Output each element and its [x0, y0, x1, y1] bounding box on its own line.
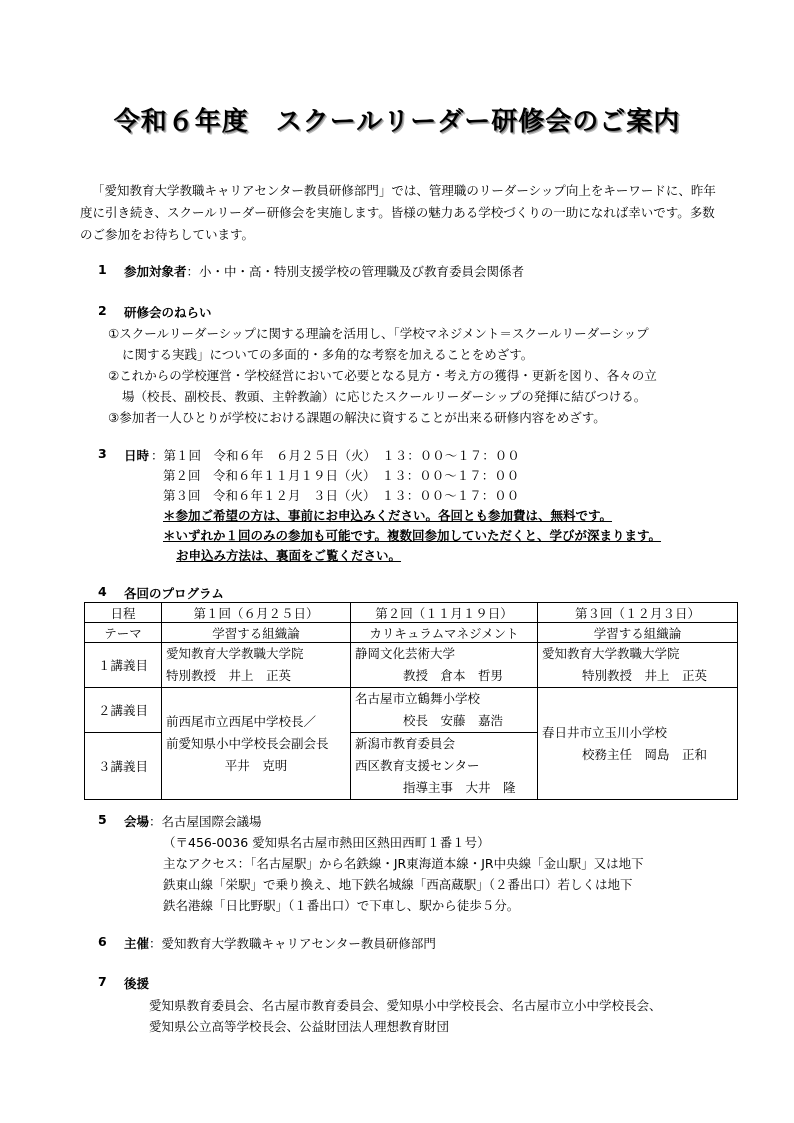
date-1: ：第１回 令和６年 ６月２５日（火） １３：００～１７：００ — [151, 448, 520, 463]
session-1-lecturer-b-name: 平井 克明 — [224, 757, 288, 773]
session-3-lecturer-b-name: 校務主任 岡島 正和 — [582, 746, 708, 762]
venue-access-3: 鉄名港線「日比野駅」（１番出口）で下車し、駅から徒歩５分。 — [163, 898, 520, 913]
section-1-text: ：小・中・高・特別支援学校の管理職及び教育委員会関係者 — [186, 264, 525, 279]
section-5-text: ：名古屋国際会議場 — [149, 814, 262, 829]
section-6-text: ：愛知教育大学教職キャリアセンター教員研修部門 — [149, 936, 436, 951]
program-table — [84, 602, 738, 800]
supporters-line-2: 愛知県公立高等学校長会、公益財団法人理想教育財団 — [149, 1019, 450, 1034]
session-1-lecturer-b-org: 前西尾市立西尾中学校長／ — [166, 713, 317, 729]
section-3-label: 日時 — [124, 448, 150, 463]
section-5-label: 会場 — [124, 814, 150, 829]
section-2-number: 2 — [98, 303, 107, 318]
session-2-lecturer-a-org: 静岡文化芸術大学 — [355, 646, 456, 661]
page-title: 令和６年度 スクールリーダー研修会のご案内 — [113, 107, 681, 137]
session-1-lecturer-a — [162, 643, 351, 688]
session-2-lecturer-a — [351, 643, 538, 688]
session-2-lecturer-b-org: 名古屋市立鶴舞小学校 — [355, 691, 481, 706]
supporters-line-1: 愛知県教育委員会、名古屋市教育委員会、愛知県小中学校長会、名古屋市立小中学校長会、 — [149, 998, 662, 1013]
theme-session-1: 学習する組織論 — [162, 623, 351, 643]
section-2-label: 研修会のねらい — [124, 305, 212, 320]
session-2-lecturer-a-name: 教授 倉本 哲男 — [403, 668, 504, 683]
session-2-lecturer-c-dept: 西区教育支援センター — [355, 758, 480, 773]
note-3: お申込み方法は、裏面をご覧ください。 — [176, 548, 402, 563]
session-2-lecturer-b — [351, 688, 538, 733]
session-3-lecturer-b — [538, 688, 738, 800]
section-6-label: 主催 — [124, 936, 150, 951]
session-3-lecturer-a — [538, 643, 738, 688]
aim-line-3: ②これからの学校運営・学校経営において必要となる見方・考え方の獲得・更新を図り、各々の立 — [108, 368, 657, 383]
header-session-3: 第３回（１２月３日） — [538, 603, 738, 623]
note-2: ＊いずれか１回のみの参加も可能です。複数回参加していただくと、学びが深まります。 — [163, 528, 662, 543]
section-5-number: 5 — [98, 812, 107, 827]
section-1-label: 参加対象者 — [124, 264, 187, 279]
header-schedule: 日程 — [85, 603, 162, 623]
section-4-label: 各回のプログラム — [124, 586, 224, 601]
session-2-lecturer-c — [351, 733, 538, 800]
session-2-lecturer-b-name: 校長 安藤 嘉浩 — [403, 713, 504, 728]
section-7-number: 7 — [98, 974, 107, 989]
aim-line-1: ①スクールリーダーシップに関する理論を活用し、「学校マネジメント＝スクールリーダーシップ — [108, 326, 649, 341]
section-7-label: 後援 — [124, 976, 150, 991]
aim-line-4: 場（校長、副校長、教頭、主幹教諭）に応じたスクールリーダーシップの発揮に結びつける。 — [122, 389, 647, 404]
section-5 — [124, 812, 262, 830]
aim-line-5: ③参加者一人ひとりが学校における課題の解決に資することが出来る研修内容をめざす。 — [108, 410, 606, 425]
lecture-3-label: ３講義目 — [85, 733, 162, 800]
session-2-lecturer-c-org: 新潟市教育委員会 — [355, 736, 456, 751]
session-1-lecturer-b — [162, 688, 351, 800]
venue-address: （〒456-0036 愛知県名古屋市熱田区熱田西町１番１号） — [163, 835, 490, 850]
session-2-lecturer-c-name: 指導主事 大井 隆 — [403, 780, 516, 795]
session-1-lecturer-a-name: 特別教授 井上 正英 — [166, 668, 292, 683]
section-4-number: 4 — [98, 584, 107, 599]
section-6-number: 6 — [98, 934, 107, 949]
session-1-lecturer-a-org: 愛知教育大学教職大学院 — [166, 646, 304, 661]
venue-access-2: 鉄東山線「栄駅」で乗り換え、地下鉄名城線「西高蔵駅」（２番出口）若しくは地下 — [163, 877, 633, 892]
section-1 — [124, 262, 524, 280]
venue-access-1: 主なアクセス：「名古屋駅」から名鉄線・JR東海道本線・JR中央線「金山駅」又は地下 — [163, 856, 644, 871]
theme-session-2: カリキュラムマネジメント — [351, 623, 538, 643]
session-3-lecturer-a-name: 特別教授 井上 正英 — [582, 668, 708, 683]
header-session-1: 第１回（６月２５日） — [162, 603, 351, 623]
header-session-2: 第２回（１１月１９日） — [351, 603, 538, 623]
section-6 — [124, 934, 436, 952]
section-3-number: 3 — [98, 446, 107, 461]
note-1: ＊参加ご希望の方は、事前にお申込みください。各回とも参加費は、無料です。 — [163, 508, 613, 523]
date-3: 第３回 令和６年１２月 ３日（火） １３：００～１７：００ — [163, 488, 520, 503]
theme-label: テーマ — [85, 623, 162, 643]
session-1-lecturer-b-role: 前愛知県小中学校長会副会長 — [166, 735, 329, 751]
lecture-2-label: ２講義目 — [85, 688, 162, 733]
lecture-1-label: １講義目 — [85, 643, 162, 688]
intro-paragraph: 「愛知教育大学教職キャリアセンター教員研修部門」では、管理職のリーダーシップ向上をキーワードに、昨年度に引き続き、スクールリーダー研修会を実施します。皆様の魅力ある学校づくりの一助になれば幸いです。多数のご参加をお待ちしています。 — [80, 183, 716, 242]
theme-session-3: 学習する組織論 — [538, 623, 738, 643]
aim-line-2: に関する実践」についての多面的・多角的な考察を加えることをめざす。 — [122, 347, 534, 362]
date-2: 第２回 令和６年１１月１９日（火） １３：００～１７：００ — [163, 468, 520, 483]
session-3-lecturer-b-org: 春日井市立玉川小学校 — [542, 724, 668, 740]
session-3-lecturer-a-org: 愛知教育大学教職大学院 — [542, 646, 680, 661]
section-1-number: 1 — [98, 262, 107, 277]
